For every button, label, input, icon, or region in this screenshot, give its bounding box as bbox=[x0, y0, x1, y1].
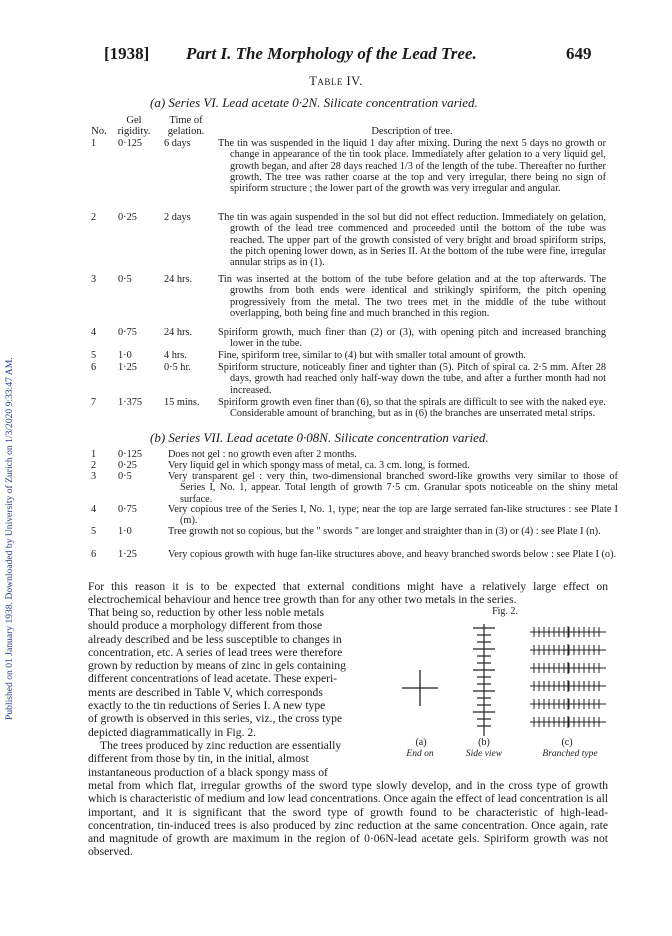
figure-2 bbox=[400, 606, 610, 776]
row-description: Spiriform structure, noticeably finer and tighter than (5). Pitch of spiral ca. 2·5 mm. After 28 days, growth had reached only half-way down the tube, and after a further month had not increased. bbox=[218, 362, 606, 396]
row-gel-rigidity: 0·125 bbox=[118, 449, 143, 460]
body-paragraph-3-rest: metal from which flat, irregular growths of the sword type slowly develop, and in the cross type of growth which is characteristic of medium and low lead concentrations. Once again the effect of lead concentration is all important, and it is significant that the sword type of growth found to be characteristic of high-lead-concentration, tin-induced trees is also produced by zinc reduction at the same concentration. Once again, rate and magnitude of growth are maximum in the region of 0·06N-lead acetate gels. Spiriform growth was not observed. bbox=[88, 779, 609, 859]
body-line: different concentrations of lead acetate. These experi- bbox=[88, 672, 338, 686]
row-number: 2 bbox=[91, 212, 97, 223]
header-title: Part I. The Morphology of the Lead Tree. bbox=[186, 44, 477, 63]
figure-label-c: (c) bbox=[561, 737, 573, 748]
row-gel-rigidity: 1·25 bbox=[118, 549, 137, 560]
row-gel-rigidity: 1·0 bbox=[118, 350, 132, 361]
col-header-no: No. bbox=[91, 126, 107, 137]
row-description: Tin was inserted at the bottom of the tube before gelation and at the top afterwards. The growths from both ends were identical and strikingly spiriform, the pitch opening progressively from the metal. The two trees met in the middle of the tube without overlapping, both being fine and much branched in this region. bbox=[218, 274, 606, 319]
row-description: Fine, spiriform tree, similar to (4) but with smaller total amount of growth. bbox=[218, 350, 526, 361]
row-gelation-time: 15 mins. bbox=[164, 397, 200, 408]
row-description: Spiriform growth, much finer than (2) or (3), with opening pitch and increased branching lower in the tube. bbox=[218, 327, 606, 350]
row-description: Very transparent gel : very thin, two-dimensional branched sword-like growths very similar to those of Series I, No. 1, appear. Total length of growth 7·5 cm. Granular spots noticeable on the shiny metal surface. bbox=[168, 471, 618, 505]
row-gelation-time: 4 hrs. bbox=[164, 350, 187, 361]
row-gel-rigidity: 0·5 bbox=[118, 274, 132, 285]
row-number: 7 bbox=[91, 397, 97, 408]
row-gel-rigidity: 0·5 bbox=[118, 471, 132, 482]
body-paragraph-1: For this reason it is to be expected that external conditions might have a relatively large effect on electrochemical behaviour and hence tree growth than for any other two metals in the series. bbox=[88, 580, 608, 607]
row-description: Does not gel : no growth even after 2 months. bbox=[168, 449, 357, 460]
row-gel-rigidity: 1·375 bbox=[118, 397, 143, 408]
row-number: 1 bbox=[91, 449, 97, 460]
body-line: different from those by tin, in the initial, almost bbox=[88, 752, 309, 766]
cross-side-view-drawing bbox=[473, 624, 495, 736]
body-line: ments are described in Table V, which corresponds bbox=[88, 685, 323, 699]
row-number: 6 bbox=[91, 362, 97, 373]
row-number: 2 bbox=[91, 460, 97, 471]
row-gelation-time: 2 days bbox=[164, 212, 191, 223]
figure-2-drawing bbox=[400, 620, 610, 740]
row-gel-rigidity: 0·25 bbox=[118, 212, 137, 223]
body-line: concentration, etc. A series of lead trees were therefore bbox=[88, 645, 343, 659]
header-page-number: 649 bbox=[566, 44, 592, 63]
row-number: 4 bbox=[91, 327, 97, 338]
figure-label-a: (a) bbox=[415, 737, 427, 748]
row-number: 3 bbox=[91, 471, 97, 482]
row-gelation-time: 24 hrs. bbox=[164, 274, 193, 285]
row-description: Very copious growth with huge fan-like structures above, and heavy branched swords below : see Plate I (o). bbox=[168, 549, 617, 560]
row-description: Tree growth not so copious, but the " swords " are longer and straighter than in (3) or (4) : see Plate I (n). bbox=[168, 526, 601, 537]
figure-caption-b: Side view bbox=[465, 749, 503, 759]
body-line: should produce a morphology different from those bbox=[88, 619, 323, 633]
col-header-time: Time of gelation. bbox=[167, 115, 205, 137]
figure-label-b: (b) bbox=[478, 737, 490, 748]
row-gel-rigidity: 0·75 bbox=[118, 327, 137, 338]
row-number: 5 bbox=[91, 350, 97, 361]
series-a-heading: (a) Series VI. Lead acetate 0·2N. Silicate concentration varied. bbox=[150, 95, 478, 110]
body-line: That being so, reduction by other less noble metals bbox=[88, 606, 325, 619]
row-description: The tin was suspended in the liquid 1 day after mixing. During the next 5 days no growth or change in appearance of the tin took place. Immediately after gelation to a very liquid gel, growth began, and after 28 days reached 1/3 of the length of the tube. Thereafter no further growth. The tree was rather coarse at the top and very irregular, there being no sign of spiriform structure ; the lower part of the growth was very irregular and angular. bbox=[218, 138, 606, 195]
row-gel-rigidity: 1·0 bbox=[118, 526, 132, 537]
row-gel-rigidity: 0·25 bbox=[118, 460, 137, 471]
body-line: depicted diagrammatically in Fig. 2. bbox=[88, 725, 257, 739]
table-title: Table IV. bbox=[309, 74, 363, 88]
row-description: Very copious tree of the Series I, No. 1, type; near the top are large serrated fan-like structures : see Plate I (m). bbox=[168, 504, 618, 527]
row-gelation-time: 24 hrs. bbox=[164, 327, 193, 338]
body-line: already described and be less susceptible to changes in bbox=[88, 632, 342, 646]
cross-branched-drawing bbox=[530, 626, 606, 728]
row-number: 5 bbox=[91, 526, 97, 537]
body-paragraph-3-start bbox=[88, 739, 400, 779]
figure-caption-a: End on bbox=[406, 749, 434, 759]
body-line: exactly to the tin reductions of Series I. A new type bbox=[88, 699, 326, 713]
header-year: [1938] bbox=[104, 44, 150, 63]
body-line: instantaneous production of a black spongy mass of bbox=[88, 765, 328, 779]
series-b-heading: (b) Series VII. Lead acetate 0·08N. Silicate concentration varied. bbox=[150, 430, 489, 445]
row-description: Spiriform growth even finer than (6), so that the spirals are difficult to see with the naked eye. Considerable amount of branching, but as in (6) the branches are unserrated metal strips. bbox=[218, 397, 606, 420]
row-number: 4 bbox=[91, 504, 97, 515]
row-description: The tin was again suspended in the sol but did not effect reduction. Immediately on gelation, growth of the lead tree commenced and proceeded until the bottom of the tube was reached. The upper part of the growth consisted of very bright and broad spiriform strips, the pitch opening lower down, as in Series II. At the bottom of the tube were fine, irregular annular strips as in (1). bbox=[218, 212, 606, 269]
row-gelation-time: 0·5 hr. bbox=[164, 362, 191, 373]
row-gelation-time: 6 days bbox=[164, 138, 191, 149]
row-gel-rigidity: 0·125 bbox=[118, 138, 143, 149]
row-number: 3 bbox=[91, 274, 97, 285]
row-gel-rigidity: 0·75 bbox=[118, 504, 137, 515]
row-number: 6 bbox=[91, 549, 97, 560]
download-watermark: Published on 01 January 1938. Downloaded by University of Zurich on 1/3/2020 9:33:47 AM. bbox=[4, 357, 15, 720]
row-number: 1 bbox=[91, 138, 97, 149]
body-line: grown by reduction by means of zinc in gels containing bbox=[88, 659, 346, 673]
body-line: The trees produced by zinc reduction are essentially bbox=[100, 739, 342, 752]
row-description: Very liquid gel in which spongy mass of metal, ca. 3 cm. long, is formed. bbox=[168, 460, 470, 471]
col-header-gel: Gel rigidity. bbox=[117, 115, 151, 137]
col-header-desc: Description of tree. bbox=[371, 126, 453, 137]
body-paragraph-2 bbox=[88, 606, 400, 739]
figure-title: Fig. 2. bbox=[492, 606, 518, 617]
body-line: of growth is observed in this series, viz., the cross type bbox=[88, 712, 343, 726]
figure-caption-c: Branched type bbox=[542, 749, 598, 759]
row-gel-rigidity: 1·25 bbox=[118, 362, 137, 373]
cross-end-on-drawing bbox=[402, 670, 438, 706]
